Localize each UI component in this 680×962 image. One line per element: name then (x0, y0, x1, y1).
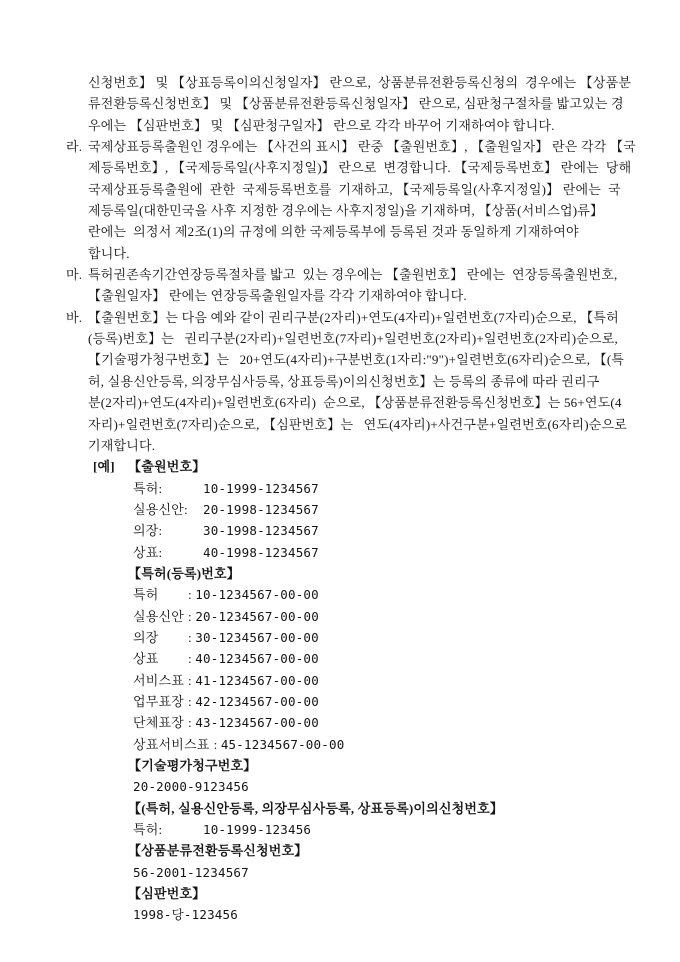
example-group-header (128, 798, 662, 819)
example-row-value: 10-1234567-00-00 (195, 587, 319, 603)
example-group-header (128, 755, 662, 776)
lettered-items (66, 136, 662, 456)
text-line: 류전환등록신청번호】 및 【상품분류전환등록신청일자】 란으로, 심판청구절차를 밟고있는 경 (88, 96, 624, 112)
example-row-value: 41-1234567-00-00 (195, 672, 319, 688)
text-line: 제등록번호】, 【국제등록일(사후지정일)】 란으로 변경합니다. 【국제등록번호】 란에는 당해 (88, 160, 632, 176)
example-block (93, 456, 662, 926)
example-row-label: 업무표장 (133, 693, 185, 709)
example-row-value: 10-1999-1234567 (203, 480, 319, 496)
example-row-label: 특허: (133, 480, 163, 496)
example-group-title: 【출원번호】 (128, 459, 206, 475)
example-group-header (128, 563, 662, 584)
item-lines (88, 307, 662, 456)
text-line: 우에는 【심판번호】 및 【심판청구일자】 란으로 각각 바꾸어 기재하여야 합니다. (88, 117, 555, 133)
example-row-value: 30-1234567-00-00 (195, 629, 319, 645)
example-group-header (128, 883, 662, 904)
example-row-label: 상표서비스표 (133, 736, 210, 752)
text-line: 란에는 의정서 제2조(1)의 규정에 의한 국제등록부에 등록된 것과 동일하게 기재하여야 (88, 224, 579, 240)
intro-paragraph (66, 72, 662, 136)
colon-separator: : (188, 629, 196, 645)
example-row-label: 특허 (133, 587, 159, 603)
colon-separator: : (188, 715, 196, 731)
example-row-value: 45-1234567-00-00 (220, 736, 345, 752)
item-lines (88, 264, 662, 307)
colon-separator: : (188, 651, 196, 667)
example-row (128, 478, 662, 499)
example-row-label: 의장: (133, 523, 163, 539)
item-marker: 라. (66, 139, 83, 155)
example-group-title: 【특허(등록)번호】 (128, 565, 241, 581)
example-row (128, 819, 662, 840)
item-marker: 바. (66, 309, 83, 325)
example-row-value: 43-1234567-00-00 (195, 715, 319, 731)
example-row-label: 특허: (133, 822, 163, 838)
example-row-value: 40-1234567-00-00 (195, 651, 319, 667)
example-row-label: 의장 (133, 629, 159, 645)
example-row-value: 40-1998-1234567 (203, 544, 319, 560)
colon-separator: : (188, 587, 196, 603)
example-row-value: 42-1234567-00-00 (195, 693, 319, 709)
example-row-value: 1998-당-123456 (133, 907, 238, 923)
text-line: 제등록일(대한민국을 사후 지정한 경우에는 사후지정일)을 기재하며, 【상품(서비스업)류】 (88, 203, 604, 219)
example-row-value: 56-2001-1234567 (133, 864, 249, 880)
example-row-value: 10-1999-123456 (203, 822, 312, 838)
example-label: [예] (93, 459, 115, 475)
example-row-value: 20-1234567-00-00 (195, 608, 319, 624)
colon-separator: : (188, 608, 196, 624)
example-row (128, 542, 662, 563)
text-line: 국제상표등록출원인 경우에는 【사건의 표시】 란중 【출원번호】, 【출원일자】 란은 각각 【국 (88, 139, 636, 155)
example-row-label: 상표 (133, 651, 159, 667)
example-row (128, 904, 662, 925)
example-group-title: 【기술평가청구번호】 (128, 758, 257, 773)
example-row (128, 712, 662, 733)
text-line: 신청번호】 및 【상표등록이의신청일자】 란으로, 상품분류전환등록신청의 경우에는 【상품분 (88, 75, 632, 90)
example-row (128, 691, 662, 712)
text-line: 【출원일자】 란에는 연장등록출원일자를 각각 기재하여야 합니다. (88, 288, 467, 304)
text-line: 분(2자리)+연도(4자리)+일련번호(6자리) 순으로, 【상품분류전환등록신청번호】는 56+연도(4 (88, 395, 622, 411)
example-row-label: 실용신안: (133, 501, 188, 517)
text-line: (등록)번호】는 권리구분(2자리)+일련번호(7자리)+일련번호(2자리)+일련번호(2자리)순으로, (88, 331, 618, 347)
item-lines (88, 136, 662, 264)
example-row (128, 734, 662, 755)
example-row (128, 499, 662, 520)
example-group-header (93, 456, 662, 477)
example-row-value: 20-2000-9123456 (133, 779, 249, 795)
example-row (128, 520, 662, 541)
text-line: 【기술평가청구번호】는 20+연도(4자리)+구분번호(1자리:"9")+일련번호(6자리)순으로, 【(특 (88, 352, 625, 368)
example-row (128, 606, 662, 627)
example-row (128, 627, 662, 648)
example-row (128, 670, 662, 691)
text-line: 【출원번호】는 다음 예와 같이 권리구분(2자리)+연도(4자리)+일련번호(7자리)순으로, 【특허 (88, 309, 619, 325)
list-item (66, 264, 662, 307)
example-row (128, 862, 662, 883)
example-group-header (128, 840, 662, 861)
text-line: 기재합니다. (88, 437, 156, 453)
text-line: 허, 실용신안등록, 의장무심사등록, 상표등록)이의신청번호】는 등록의 종류에 따라 권리구 (88, 373, 600, 389)
colon-separator: : (213, 736, 221, 752)
example-row (128, 648, 662, 669)
example-group-title: 【상품분류전환등록신청번호】 (128, 843, 308, 859)
text-line: 합니다. (88, 245, 130, 261)
example-group-title: 【심판번호】 (128, 886, 206, 902)
example-row-value: 30-1998-1234567 (203, 523, 319, 539)
example-row-label: 단체표장 (133, 715, 185, 731)
text-line: 국제상표등록출원에 관한 국제등록번호를 기재하고, 【국제등록일(사후지정일)】 란에는 국 (88, 181, 621, 197)
text-line: 자리)+일련번호(7자리)순으로, 【심판번호】는 연도(4자리)+사건구분+일련번호(6자리)순으로 (88, 416, 628, 432)
example-row-value: 20-1998-1234567 (203, 501, 319, 517)
example-group-title: 【(특허, 실용신안등록, 의장무심사등록, 상표등록)이의신청번호】 (128, 800, 504, 816)
example-row-label: 서비스표 (133, 672, 185, 688)
colon-separator: : (188, 693, 196, 709)
list-item (66, 136, 662, 264)
text-line: 특허권존속기간연장등록절차를 밟고 있는 경우에는 【출원번호】 란에는 연장등록출원번호, (88, 267, 618, 283)
colon-separator: : (188, 672, 196, 688)
example-row (128, 584, 662, 605)
item-marker: 마. (66, 267, 83, 283)
example-row (128, 776, 662, 797)
example-row-label: 실용신안 (133, 608, 185, 624)
list-item (66, 307, 662, 456)
example-row-label: 상표: (133, 544, 163, 560)
